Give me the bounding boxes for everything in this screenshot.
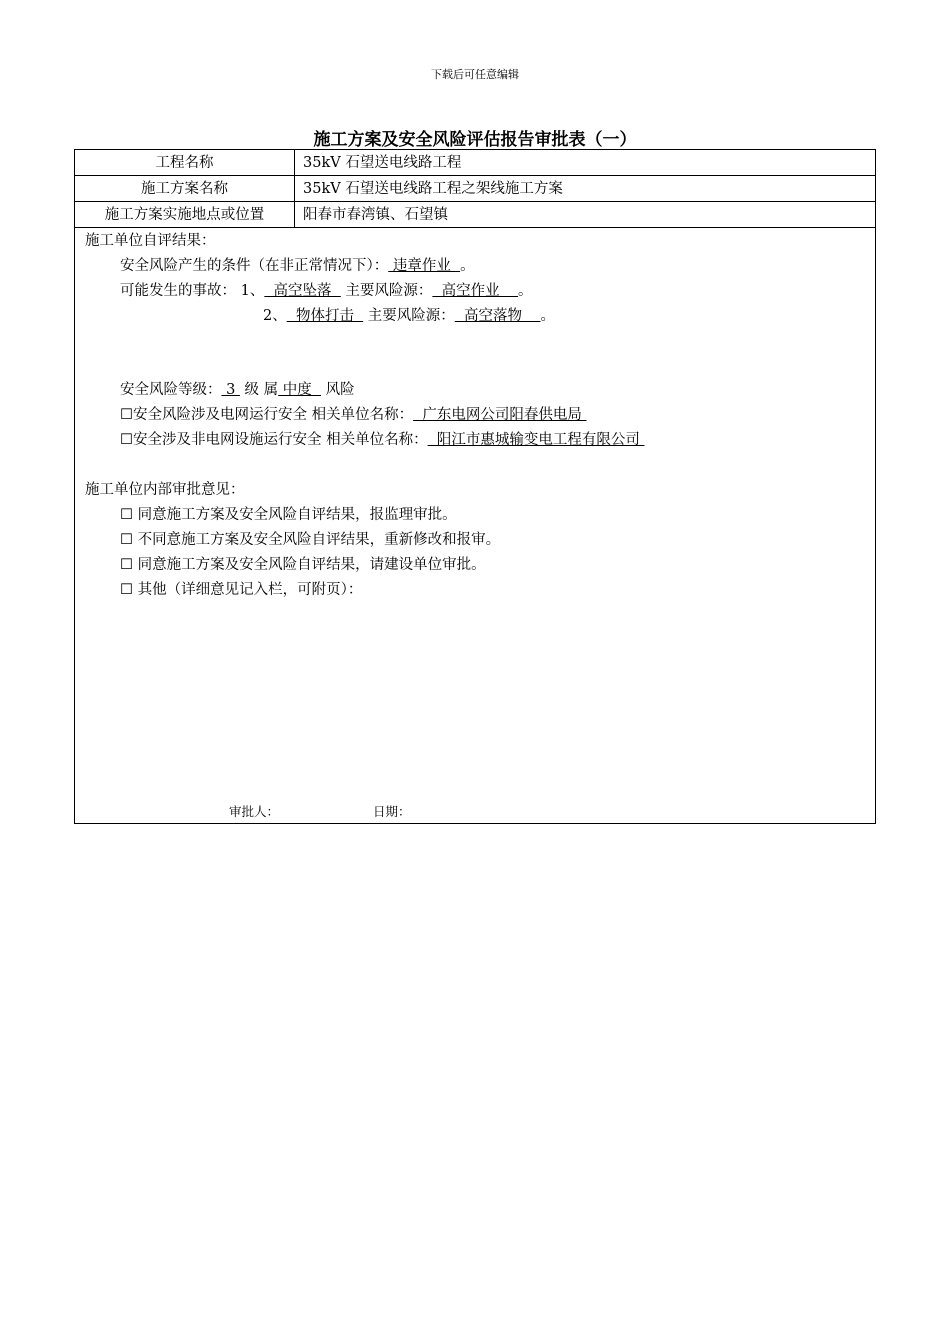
table-row-project-name	[75, 150, 876, 176]
self-eval-heading: 施工单位自评结果：	[85, 233, 216, 249]
risk-condition-label: 安全风险产生的条件（在非正常情况下）：	[120, 258, 389, 274]
non-grid-safety-line	[120, 428, 644, 449]
risk-level-value: 3	[221, 382, 240, 398]
location-label: 施工方案实施地点或位置	[75, 202, 295, 228]
risk-level-label: 安全风险等级：	[120, 382, 222, 398]
accident-1-value: 高空坠落	[264, 283, 341, 299]
header-note: 下载后可任意编辑	[431, 68, 519, 81]
plan-name-label: 施工方案名称	[75, 176, 295, 202]
evaluation-section	[74, 226, 876, 824]
risk-level-line	[120, 378, 355, 399]
option-disagree-revise[interactable]: ☐ 不同意施工方案及安全风险自评结果，重新修改和报审。	[120, 532, 501, 548]
accident-2-value: 物体打击	[286, 308, 364, 324]
project-name-label: 工程名称	[75, 150, 295, 176]
risk-condition-value: 违章作业	[388, 258, 461, 274]
risk-level-unit: 级 属	[239, 382, 279, 398]
risk-level-type: 中度	[278, 382, 321, 398]
risk-condition-line	[120, 254, 475, 275]
option-other[interactable]: ☐ 其他（详细意见记入栏，可附页）：	[120, 582, 363, 598]
project-info-table	[74, 149, 876, 228]
internal-approval-heading: 施工单位内部审批意见：	[85, 482, 245, 498]
plan-name-value: 35kV 石望送电线路工程之架线施工方案	[295, 176, 876, 202]
risk-source-label-2: 主要风险源：	[363, 308, 455, 324]
accident-line-1-end: 。	[518, 283, 533, 299]
document-title: 施工方案及安全风险评估报告审批表（一）	[313, 130, 637, 150]
grid-safety-checkbox[interactable]: ☐安全风险涉及电网运行安全 相关单位名称：	[120, 407, 414, 423]
risk-level-end: 风险	[321, 382, 355, 398]
date-label: 日期：	[373, 804, 411, 819]
approver-label: 审批人：	[229, 804, 280, 819]
option-agree-owner[interactable]: ☐ 同意施工方案及安全风险自评结果，请建设单位审批。	[120, 557, 486, 573]
risk-source-2-value: 高空落物	[454, 308, 541, 324]
location-value: 阳春市春湾镇、石望镇	[295, 202, 876, 228]
table-row-plan-name	[75, 176, 876, 202]
table-row-location	[75, 202, 876, 228]
risk-source-1-value: 高空作业	[432, 283, 519, 299]
risk-source-label-1: 主要风险源：	[340, 283, 433, 299]
accident-line-2	[263, 304, 555, 325]
option-agree-supervision[interactable]: ☐ 同意施工方案及安全风险自评结果，报监理审批。	[120, 507, 457, 523]
accident-line-2-end: 。	[540, 308, 555, 324]
grid-related-unit: 广东电网公司阳春供电局	[413, 407, 587, 423]
non-grid-safety-checkbox[interactable]: ☐安全涉及非电网设施运行安全 相关单位名称：	[120, 432, 428, 448]
accident-line-1	[120, 279, 533, 300]
risk-condition-end: 。	[460, 258, 475, 274]
non-grid-related-unit: 阳江市惠城输变电工程有限公司	[427, 432, 645, 448]
accident-label: 可能发生的事故： 1、	[120, 283, 265, 299]
grid-safety-line	[120, 403, 586, 424]
project-name-value: 35kV 石望送电线路工程	[295, 150, 876, 176]
accident-2-index: 2、	[263, 308, 287, 324]
